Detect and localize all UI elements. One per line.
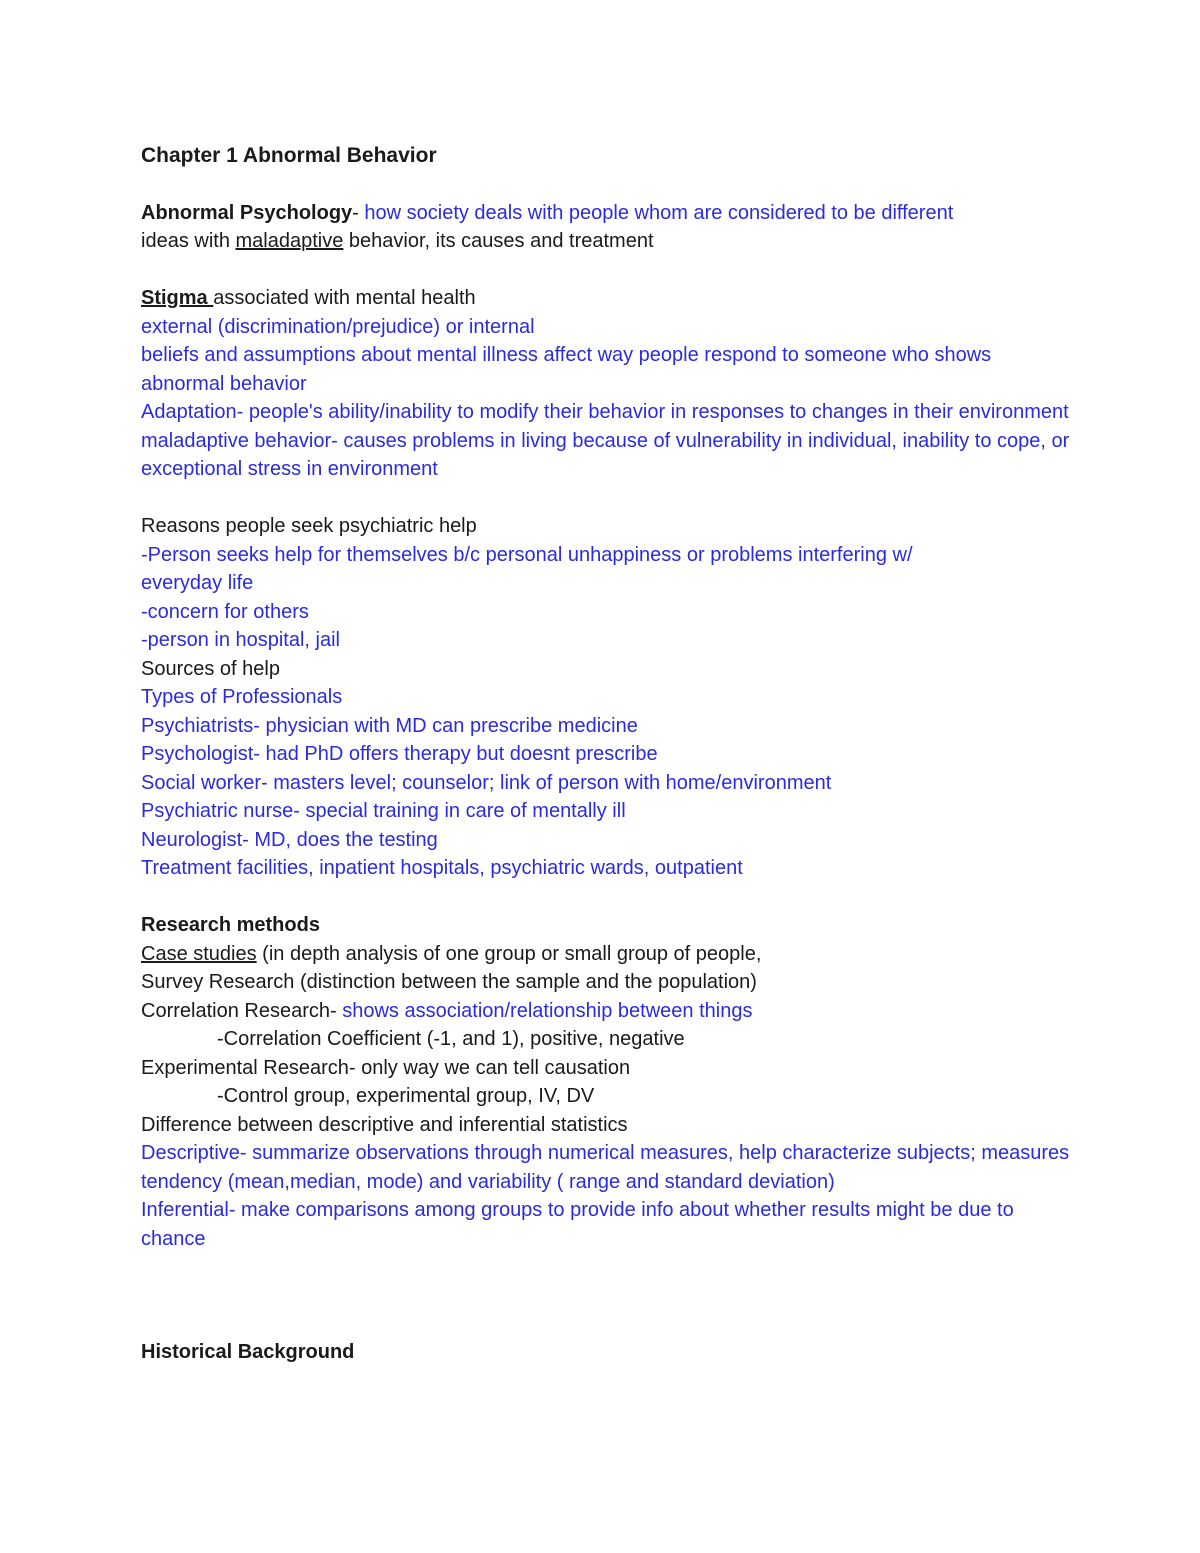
line2-post: behavior, its causes and treatment: [343, 230, 654, 252]
stigma-rest: associated with mental health: [213, 287, 476, 309]
experimental-line: Experimental Research- only way we can tell causation: [141, 1056, 631, 1079]
source-item: Treatment facilities, inpatient hospitals, psychiatric wards, outpatient: [141, 857, 743, 879]
definition-dash: -: [352, 201, 359, 224]
sources-heading: Sources of help: [141, 657, 280, 680]
source-item: Social worker- masters level; counselor; link of person with home/environment: [141, 771, 832, 794]
maladaptive-term: maladaptive: [235, 230, 344, 252]
stigma-line: beliefs and assumptions about mental illness affect way people respond to someone who shows abnormal behavior: [141, 344, 992, 395]
line2-pre: ideas with: [141, 230, 236, 252]
reason-item: -person in hospital, jail: [141, 629, 340, 651]
stigma-line: external (discrimination/prejudice) or internal: [141, 315, 535, 338]
abnormal-psychology-definition: [141, 199, 1071, 228]
source-item: Neurologist- MD, does the testing: [141, 828, 438, 851]
stigma-term: Stigma: [141, 287, 214, 309]
source-item: Psychiatrists- physician with MD can prescribe medicine: [141, 714, 638, 737]
inferential-line: Inferential- make comparisons among groups to provide info about whether results might be due to chance: [141, 1199, 1014, 1250]
descriptive-line: Descriptive- summarize observations through numerical measures, help characterize subjects; measures tendency (mean,median, mode) and variability ( range and standard deviation): [141, 1142, 1070, 1193]
stigma-line: maladaptive behavior- causes problems in living because of vulnerability in individual, inability to cope, or exceptional stress in environment: [141, 429, 1070, 480]
reason-item: -concern for others: [141, 600, 309, 623]
correlation-def: shows association/relationship between things: [336, 999, 753, 1022]
abnormal-psychology-line2: [141, 227, 1071, 256]
correlation-pre: Correlation Research-: [141, 999, 337, 1022]
reasons-heading: Reasons people seek psychiatric help: [141, 515, 477, 537]
case-studies-line: [141, 940, 1071, 969]
case-studies-term: Case studies: [141, 942, 257, 965]
statistics-diff-line: Difference between descriptive and inferential statistics: [141, 1113, 628, 1136]
experimental-sub: -Control group, experimental group, IV, DV: [217, 1085, 595, 1107]
case-studies-rest: (in depth analysis of one group or small group of people,: [256, 942, 762, 965]
survey-line: Survey Research (distinction between the sample and the population): [141, 971, 757, 993]
source-item: Psychiatric nurse- special training in care of mentally ill: [141, 800, 626, 822]
document-page: [141, 140, 1071, 1367]
correlation-line: [141, 997, 1071, 1026]
stigma-heading: [141, 284, 1071, 313]
source-item: Types of Professionals: [141, 686, 343, 708]
historical-heading: Historical Background: [141, 1341, 355, 1363]
reason-item: -Person seeks help for themselves b/c personal unhappiness or problems interfering w/ everyday life: [141, 543, 913, 594]
abnormal-psychology-term: Abnormal Psychology: [141, 201, 353, 224]
research-heading: Research methods: [141, 914, 320, 936]
page-title: Chapter 1 Abnormal Behavior: [141, 144, 437, 167]
source-item: Psychologist- had PhD offers therapy but doesnt prescribe: [141, 743, 658, 765]
stigma-line: Adaptation- people's ability/inability to modify their behavior in responses to changes in their environment: [141, 401, 1069, 423]
abnormal-psychology-def: how society deals with people whom are considered to be different: [358, 201, 954, 224]
correlation-sub: -Correlation Coefficient (-1, and 1), positive, negative: [217, 1028, 685, 1050]
